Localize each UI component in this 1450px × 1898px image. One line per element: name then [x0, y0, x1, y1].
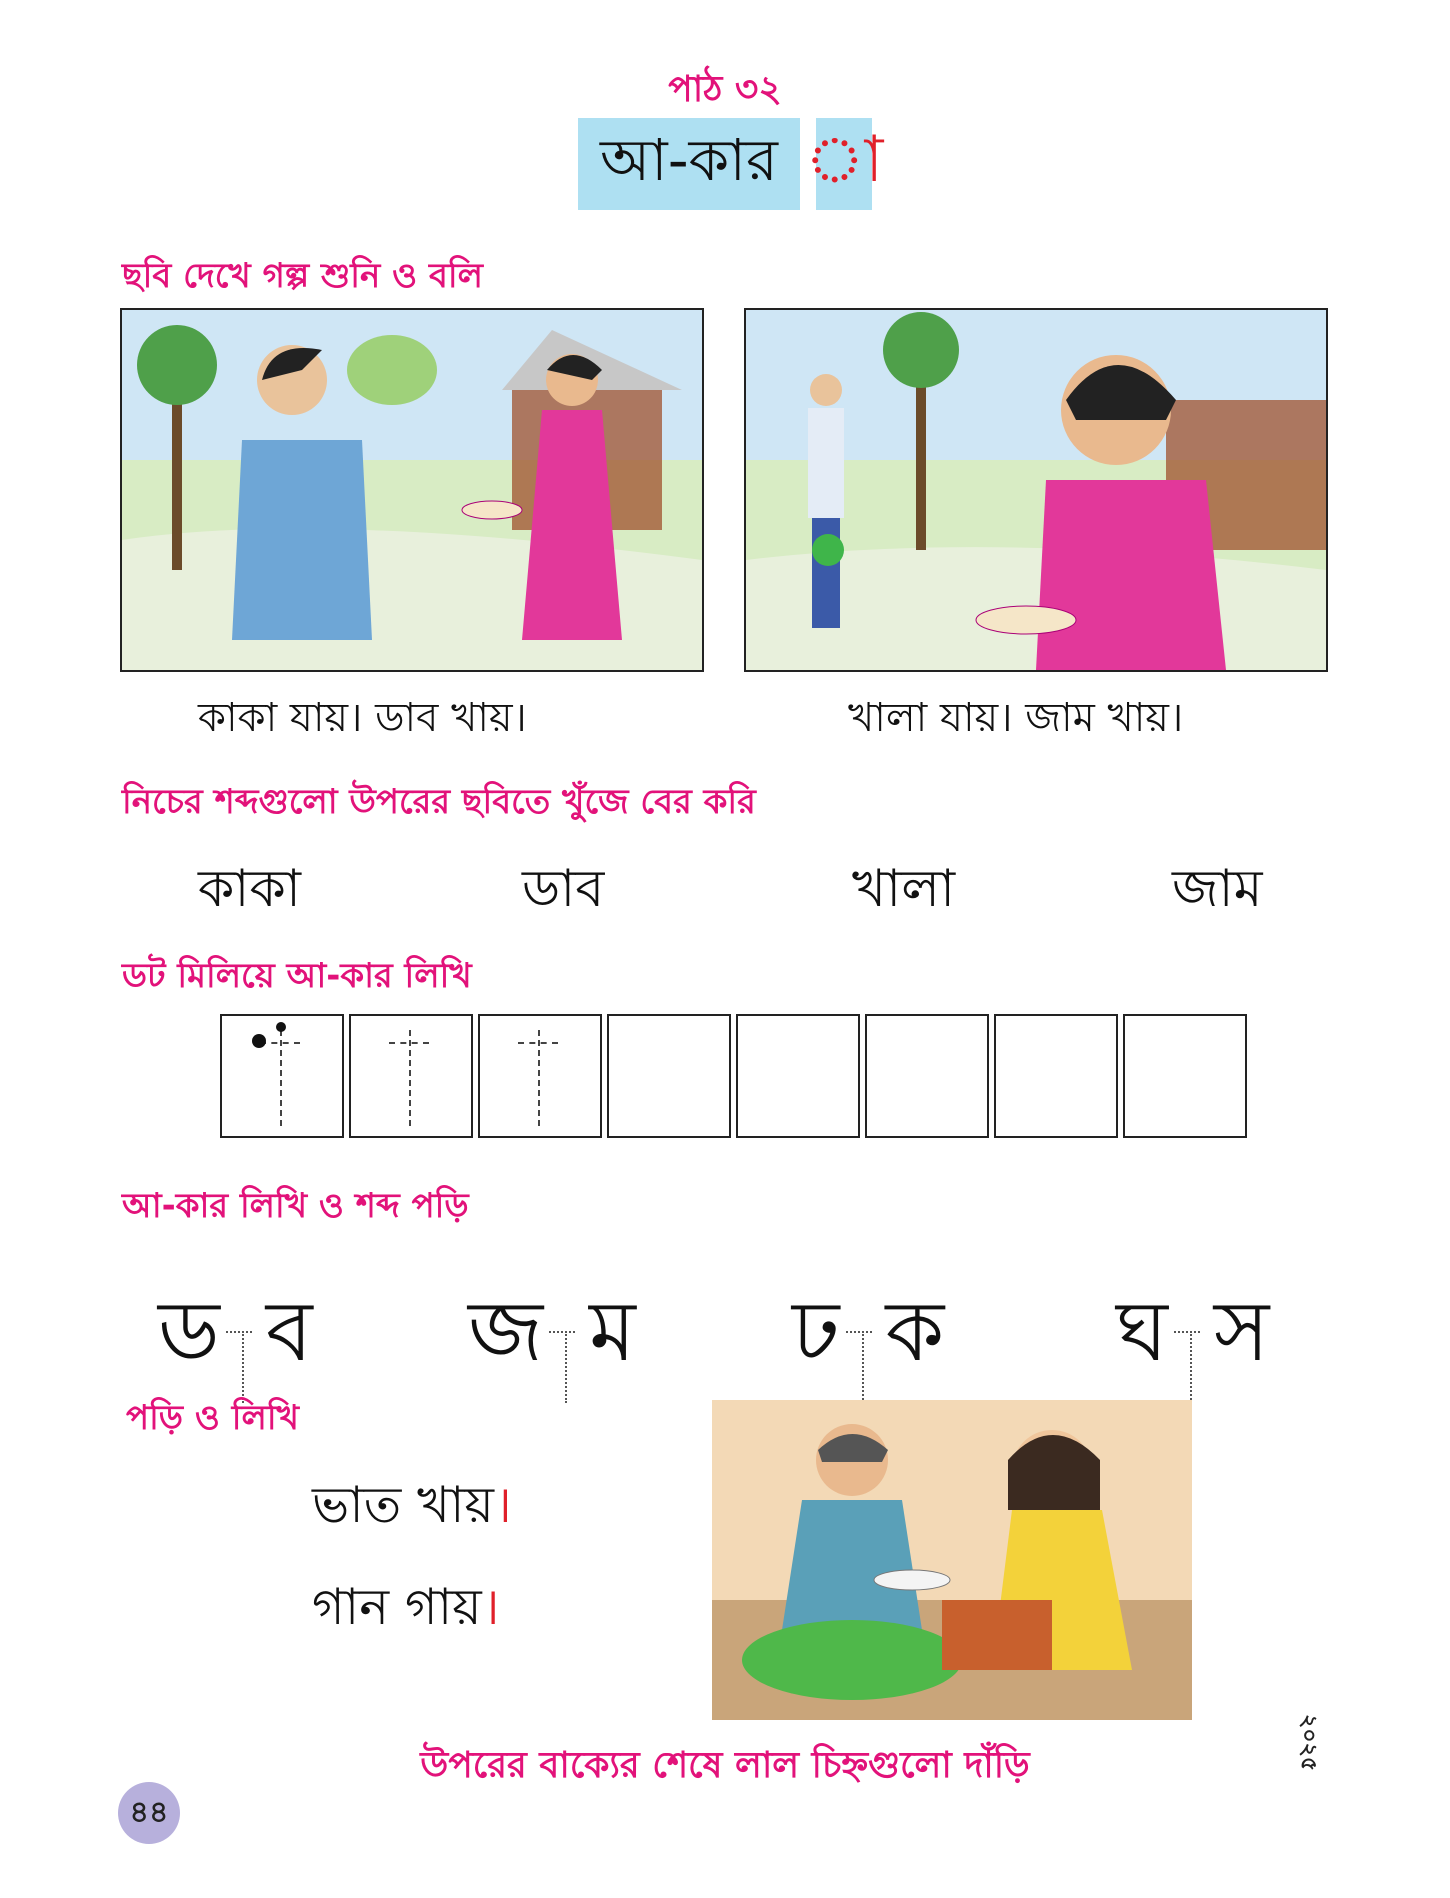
- trace-box-5[interactable]: [736, 1014, 860, 1138]
- fill-gap-2[interactable]: [549, 1323, 583, 1407]
- fill-word-1-first: ড: [158, 1282, 220, 1380]
- fill-word-2: [468, 1266, 636, 1407]
- fill-word-3: [792, 1266, 944, 1407]
- page-number: ৪৪: [118, 1782, 180, 1844]
- section-heading-listen: ছবি দেখে গল্প শুনি ও বলি: [122, 256, 483, 296]
- fill-gap-4[interactable]: [1174, 1323, 1208, 1407]
- trace-box-2[interactable]: [349, 1014, 473, 1138]
- lesson-number: পাঠ ৩২: [668, 69, 782, 110]
- lesson-title: আ-কার: [578, 118, 800, 210]
- trace-box-7[interactable]: [994, 1014, 1118, 1138]
- word-kaka: কাকা: [198, 859, 301, 919]
- fill-gap-3[interactable]: [846, 1323, 880, 1407]
- word-dab: ডাব: [522, 859, 605, 919]
- trace-box-3[interactable]: [478, 1014, 602, 1138]
- word-jam: জাম: [1172, 859, 1263, 919]
- trace-box-4[interactable]: [607, 1014, 731, 1138]
- section-heading-read-write: পড়ি ও লিখি: [126, 1398, 299, 1438]
- tracing-boxes: [220, 1014, 1252, 1138]
- side-code: ২০২৫: [1296, 1714, 1321, 1772]
- fill-word-1-last: ব: [265, 1282, 313, 1380]
- fill-word-1: [158, 1266, 313, 1407]
- fill-word-3-last: ক: [885, 1282, 945, 1380]
- caption-right: খালা যায়। জাম খায়।: [848, 695, 1184, 741]
- section-heading-trace: ডট মিলিয়ে আ-কার লিখি: [122, 956, 472, 996]
- sentence-2-text: গান গায়: [312, 1578, 482, 1636]
- sentence-1: [312, 1468, 512, 1551]
- lesson-title-sign: া: [816, 118, 872, 210]
- section-heading-find: নিচের শব্দগুলো উপরের ছবিতে খুঁজে বের করি: [122, 782, 756, 822]
- sentence-2: [312, 1570, 500, 1653]
- fill-word-2-first: জ: [468, 1282, 544, 1380]
- footer-note: উপরের বাক্যের শেষে লাল চিহ্নগুলো দাঁড়ি: [420, 1745, 1030, 1786]
- trace-box-1[interactable]: [220, 1014, 344, 1138]
- sentence-2-danda: ।: [481, 1578, 500, 1636]
- fill-word-4-last: স: [1213, 1282, 1270, 1380]
- illustration-eating-singing: [712, 1400, 1192, 1720]
- trace-box-8[interactable]: [1123, 1014, 1247, 1138]
- section-heading-write-read: আ-কার লিখি ও শব্দ পড়ি: [122, 1186, 469, 1226]
- word-khala: খালা: [852, 859, 956, 919]
- illustration-uncle-drinking: [120, 308, 704, 672]
- sentence-1-danda: ।: [493, 1476, 512, 1534]
- sentence-1-text: ভাত খায়: [312, 1476, 494, 1534]
- fill-word-3-first: ঢ: [792, 1282, 840, 1380]
- trace-box-6[interactable]: [865, 1014, 989, 1138]
- caption-left: কাকা যায়। ডাব খায়।: [198, 695, 527, 741]
- fill-word-4: [1116, 1266, 1269, 1407]
- fill-word-2-last: ম: [589, 1282, 636, 1380]
- illustration-aunt-eating: [744, 308, 1328, 672]
- fill-word-4-first: ঘ: [1116, 1282, 1168, 1380]
